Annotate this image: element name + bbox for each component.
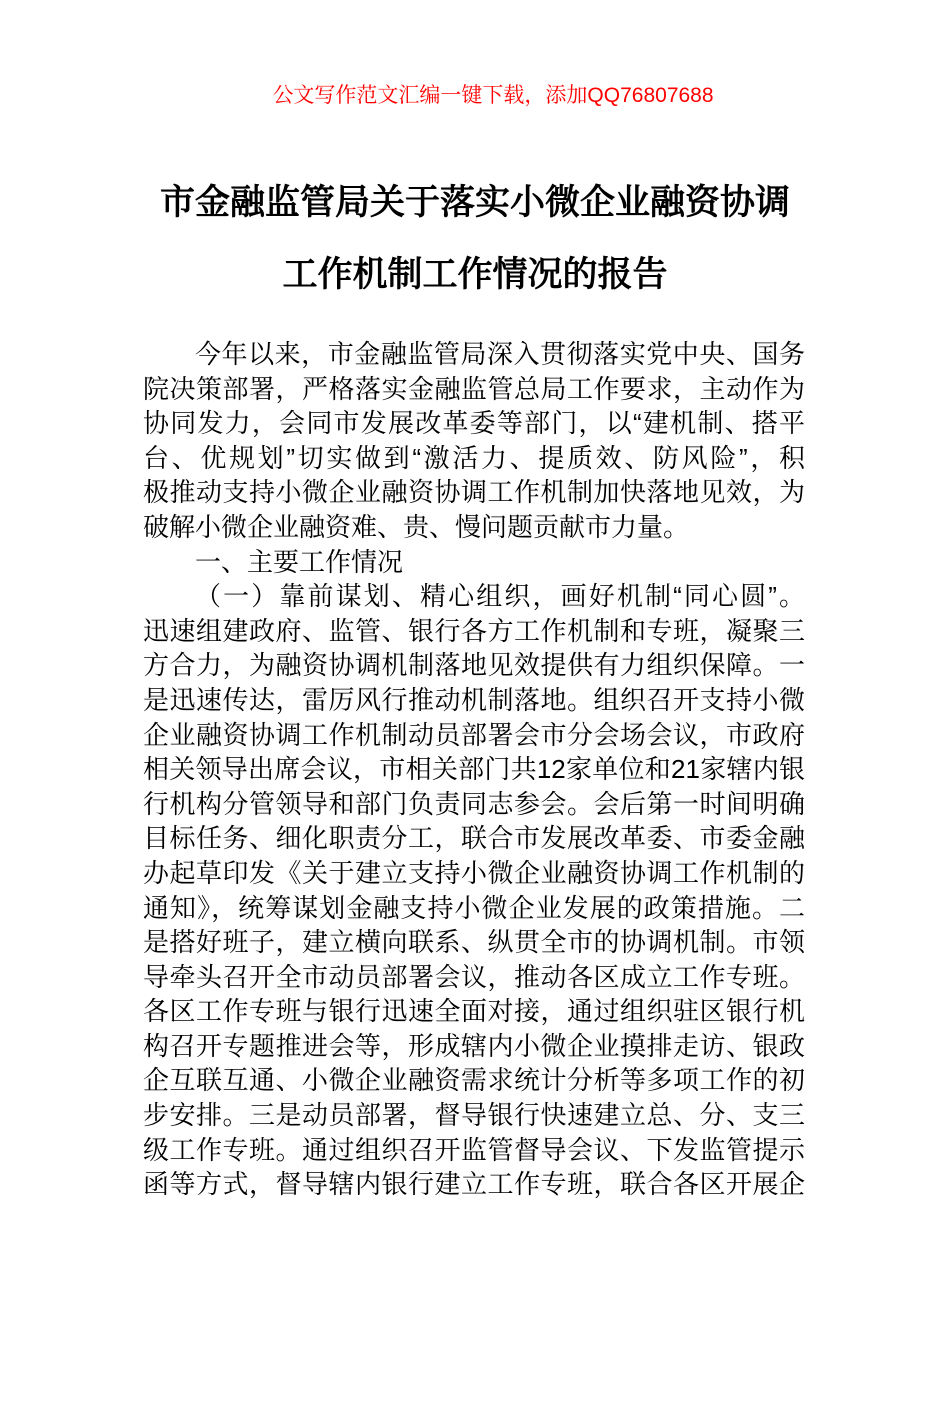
body-line: 企互联互通、小微企业融资需求统计分析等多项工作的初 bbox=[143, 1065, 805, 1096]
document-page bbox=[0, 84, 950, 1428]
body-line: 院决策部署，严格落实金融监管总局工作要求，主动作为 bbox=[143, 373, 805, 404]
body-line: 目标任务、细化职责分工，联合市发展改革委、市委金融 bbox=[143, 823, 805, 854]
body-line: （一）靠前谋划、精心组织，画好机制“同心圆”。 bbox=[195, 581, 805, 612]
body-line: 步安排。三是动员部署，督导银行快速建立总、分、支三 bbox=[143, 1100, 805, 1131]
body-line: 级工作专班。通过组织召开监管督导会议、下发监管提示 bbox=[143, 1134, 805, 1165]
body-line: 台、优规划”切实做到“激活力、提质效、防风险”，积 bbox=[143, 442, 805, 473]
body-line: 通知》，统筹谋划金融支持小微企业发展的政策措施。二 bbox=[143, 892, 805, 923]
body-line: 导牵头召开全市动员部署会议，推动各区成立工作专班。 bbox=[143, 961, 805, 992]
body-line: 各区工作专班与银行迅速全面对接，通过组织驻区银行机 bbox=[143, 996, 805, 1027]
document-body bbox=[143, 337, 805, 1202]
document-title bbox=[0, 167, 950, 311]
body-line: 迅速组建政府、监管、银行各方工作机制和专班，凝聚三 bbox=[143, 615, 805, 646]
body-line: 行机构分管领导和部门负责同志参会。会后第一时间明确 bbox=[143, 788, 805, 819]
body-line: 函等方式，督导辖内银行建立工作专班，联合各区开展企 bbox=[143, 1169, 805, 1200]
body-line: 今年以来，市金融监管局深入贯彻落实党中央、国务 bbox=[195, 339, 805, 369]
promo-banner-text: 公文写作范文汇编一键下载，添加QQ76807688 bbox=[272, 84, 714, 107]
body-line: 相关领导出席会议，市相关部门共12家单位和21家辖内银 bbox=[143, 754, 805, 785]
paragraph bbox=[143, 545, 805, 580]
document-title-line-1: 市金融监管局关于落实小微企业融资协调 bbox=[159, 183, 790, 222]
document-title-line-2: 工作机制工作情况的报告 bbox=[282, 255, 668, 294]
body-line: 一、主要工作情况 bbox=[195, 546, 404, 577]
paragraph bbox=[143, 337, 805, 545]
body-line: 协同发力，会同市发展改革委等部门，以“建机制、搭平 bbox=[143, 408, 805, 439]
body-line: 破解小微企业融资难、贵、慢问题贡献市力量。 bbox=[143, 511, 690, 542]
body-line: 极推动支持小微企业融资协调工作机制加快落地见效，为 bbox=[143, 477, 805, 508]
body-line: 企业融资协调工作机制动员部署会市分会场会议，市政府 bbox=[143, 719, 805, 750]
body-line: 办起草印发《关于建立支持小微企业融资协调工作机制的 bbox=[143, 857, 805, 888]
body-line: 构召开专题推进会等，形成辖内小微企业摸排走访、银政 bbox=[143, 1030, 805, 1061]
paragraph bbox=[143, 579, 805, 1202]
body-line: 是迅速传达，雷厉风行推动机制落地。组织召开支持小微 bbox=[143, 684, 805, 715]
body-line: 方合力，为融资协调机制落地见效提供有力组织保障。一 bbox=[143, 650, 805, 681]
body-line: 是搭好班子，建立横向联系、纵贯全市的协调机制。市领 bbox=[143, 927, 805, 958]
